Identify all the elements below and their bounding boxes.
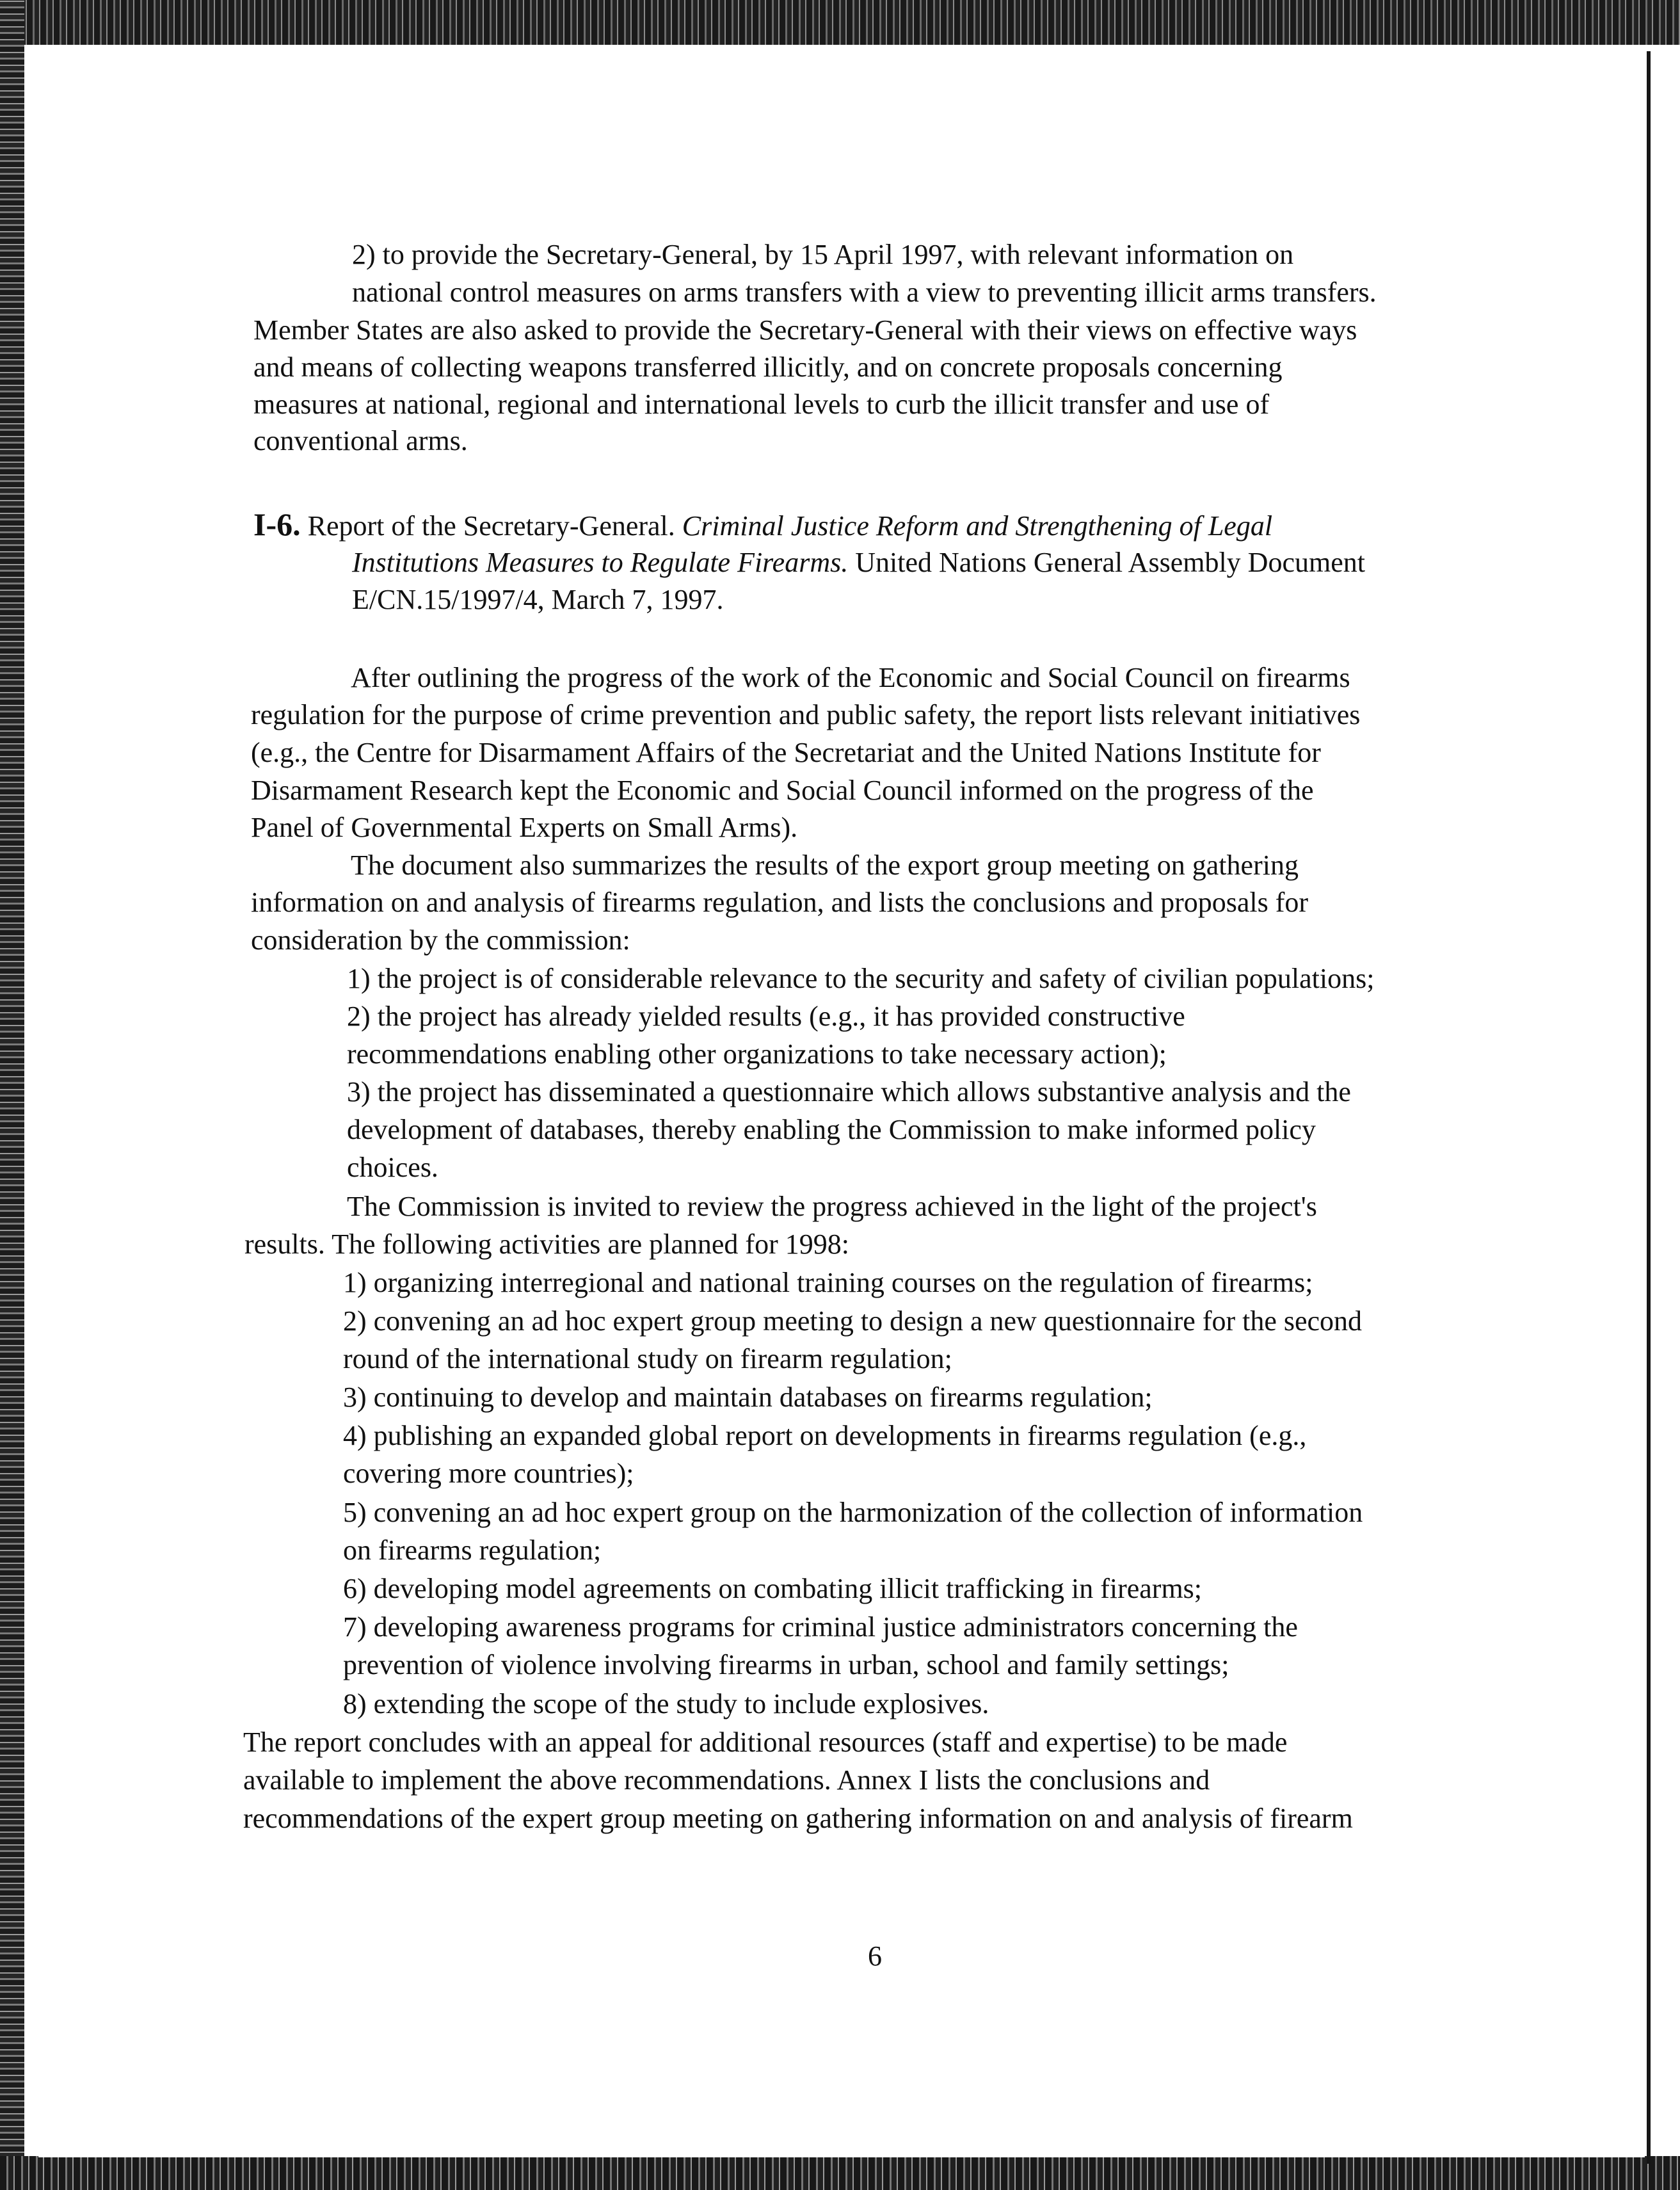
text-line: available to implement the above recommendations. Annex I lists the conclusions and	[243, 1764, 1210, 1796]
text-line: Member States are also asked to provide the Secretary-General with their views on effective ways	[253, 314, 1357, 346]
list-item: 3) the project has disseminated a questionnaire which allows substantive analysis and the	[347, 1076, 1351, 1107]
list-item: 1) organizing interregional and national training courses on the regulation of firearms;	[343, 1267, 1313, 1298]
list-item: 6) developing model agreements on combating illicit trafficking in firearms;	[343, 1573, 1203, 1604]
scan-border-top	[0, 0, 1680, 45]
text-line: The document also summarizes the results of the export group meeting on gathering	[351, 849, 1299, 881]
list-item: 1) the project is of considerable relevance to the security and safety of civilian populations;	[347, 963, 1375, 994]
citation-title: Criminal Justice Reform and Strengthening of Legal	[682, 510, 1273, 542]
citation-line-1	[253, 506, 1272, 545]
citation-source: United Nations General Assembly Document	[855, 547, 1365, 578]
page-number: 6	[868, 1940, 882, 1972]
list-item: prevention of violence involving firearms in urban, school and family settings;	[343, 1649, 1229, 1680]
text-line: The report concludes with an appeal for additional resources (staff and expertise) to be made	[243, 1727, 1288, 1758]
list-item: 8) extending the scope of the study to include explosives.	[343, 1688, 989, 1719]
list-item: round of the international study on firearm regulation;	[343, 1343, 952, 1374]
scan-border-right	[1647, 51, 1651, 2164]
text-line: and means of collecting weapons transferred illicitly, and on concrete proposals concerning	[253, 351, 1283, 383]
text-line: (e.g., the Centre for Disarmament Affairs of the Secretariat and the United Nations Institute for	[251, 737, 1321, 768]
text-line: regulation for the purpose of crime prevention and public safety, the report lists relevant initiatives	[251, 699, 1361, 730]
text-line: After outlining the progress of the work of the Economic and Social Council on firearms	[351, 662, 1350, 693]
text-line: information on and analysis of firearms regulation, and lists the conclusions and proposals for	[251, 887, 1309, 918]
list-item: 2) convening an ad hoc expert group meeting to design a new questionnaire for the second	[343, 1305, 1363, 1337]
text-line: Panel of Governmental Experts on Small Arms).	[251, 812, 798, 843]
list-item: development of databases, thereby enabling the Commission to make informed policy	[347, 1114, 1316, 1145]
list-item: 7) developing awareness programs for criminal justice administrators concerning the	[343, 1611, 1298, 1643]
citation-title-cont: Institutions Measures to Regulate Firearms.	[352, 547, 849, 578]
list-item: recommendations enabling other organizations to take necessary action);	[347, 1038, 1167, 1070]
text-line: measures at national, regional and international levels to curb the illicit transfer and use of	[253, 389, 1270, 420]
list-item: choices.	[347, 1152, 438, 1183]
list-item: 3) continuing to develop and maintain databases on firearms regulation;	[343, 1381, 1153, 1413]
list-item: 4) publishing an expanded global report on developments in firearms regulation (e.g.,	[343, 1420, 1307, 1451]
text-line: conventional arms.	[253, 425, 468, 456]
scan-border-left	[0, 0, 24, 2190]
text-line: recommendations of the expert group meeting on gathering information on and analysis of firearm	[243, 1803, 1353, 1834]
list-item: on firearms regulation;	[343, 1534, 602, 1566]
citation-line-3: E/CN.15/1997/4, March 7, 1997.	[352, 584, 724, 615]
citation-number: I-6.	[253, 506, 301, 542]
scan-border-bottom	[0, 2156, 1680, 2190]
list-item: covering more countries);	[343, 1458, 634, 1489]
text-line: national control measures on arms transfers with a view to preventing illicit arms transfers.	[352, 277, 1377, 308]
text-line: 2) to provide the Secretary-General, by 15 April 1997, with relevant information on	[352, 239, 1294, 270]
citation-prefix: Report of the Secretary-General.	[307, 510, 675, 542]
text-line: results. The following activities are planned for 1998:	[244, 1228, 849, 1260]
citation-line-2	[352, 544, 1365, 581]
text-line: Disarmament Research kept the Economic and Social Council informed on the progress of the	[251, 775, 1314, 806]
text-line: consideration by the commission:	[251, 924, 630, 956]
text-line: The Commission is invited to review the progress achieved in the light of the project's	[347, 1191, 1317, 1222]
list-item: 2) the project has already yielded results (e.g., it has provided constructive	[347, 1001, 1185, 1032]
list-item: 5) convening an ad hoc expert group on the harmonization of the collection of information	[343, 1497, 1363, 1528]
